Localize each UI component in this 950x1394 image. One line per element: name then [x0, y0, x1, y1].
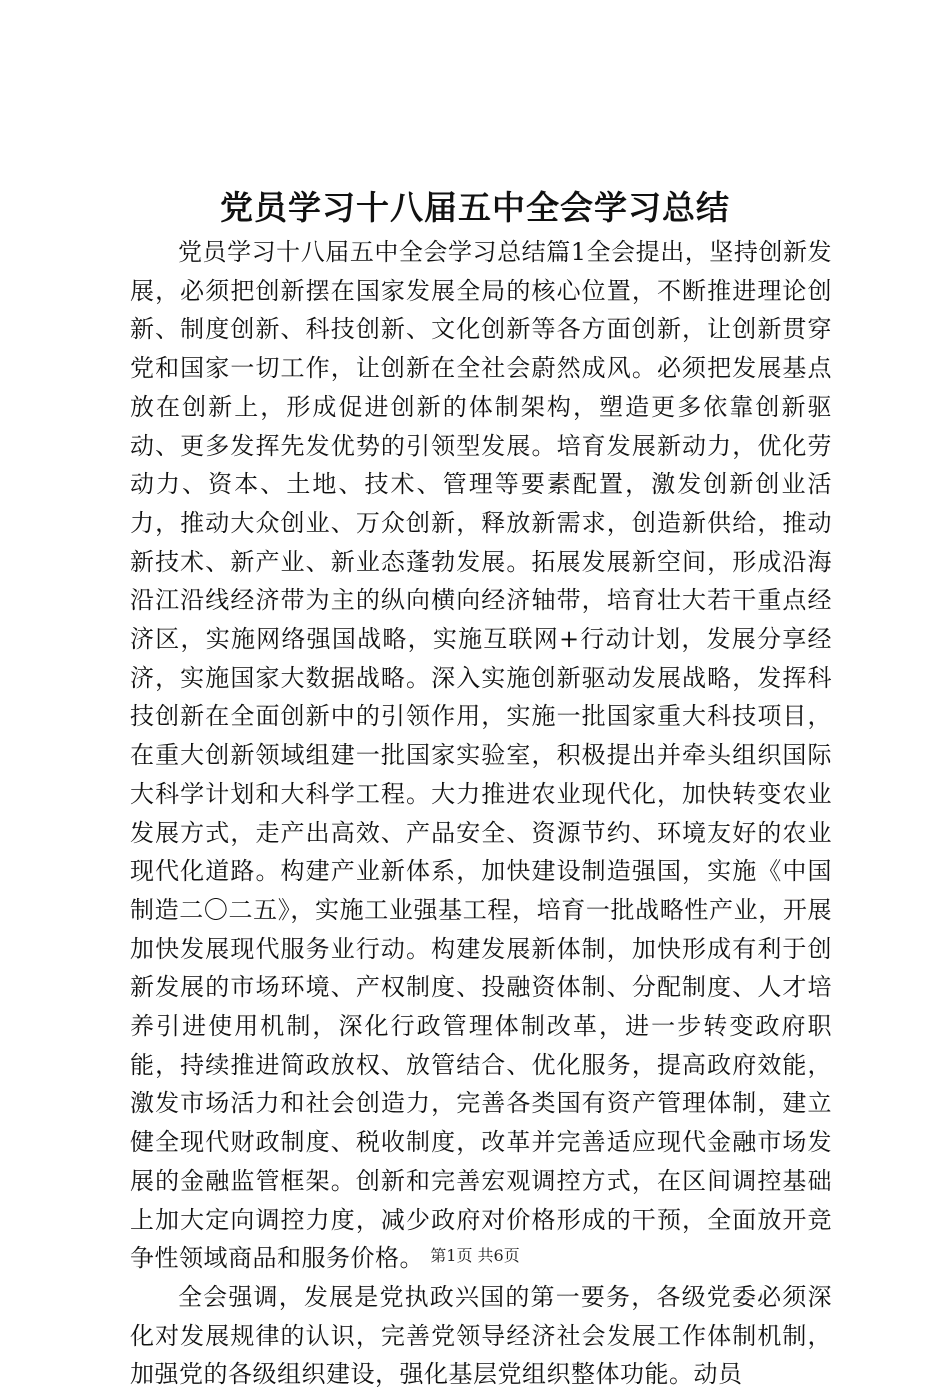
page-number-footer: 第1页 共6页 — [430, 1246, 520, 1265]
paragraph: 全会强调，发展是党执政兴国的第一要务，各级党委必须深化对发展规律的认识，完善党领导经济社会发展工作体制机制，加强党的各级组织建设，强化基层党组织整体功能。动员 — [130, 1282, 832, 1389]
paragraph: 党员学习十八届五中全会学习总结篇1全会提出，坚持创新发展，必须把创新摆在国家发展全局的核心位置，不断推进理论创新、制度创新、科技创新、文化创新等各方面创新，让创新贯穿党和国家一切工作，让创新在全社会蔚然成风。必须把发展基点放在创新上，形成促进创新的体制架构，塑造更多依靠创新驱动、更多发挥先发优势的引领型发展。培育发展新动力，优化劳动力、资本、土地、技术、管理等要素配置，激发创新创业活力，推动大众创业、万众创新，释放新需求，创造新供给，推动新技术、新产业、新业态蓬勃发展。拓展发展新空间，形成沿海沿江沿线经济带为主的纵向横向经济轴带，培育壮大若干重点经济区，实施网络强国战略，实施互联网+行动计划，发展分享经济，实施国家大数据战略。深入实施创新驱动发展战略，发挥科技创新在全面创新中的引领作用，实施一批国家重大科技项目，在重大创新领域组建一批国家实验室，积极提出并牵头组织国际大科学计划和大科学工程。大力推进农业现代化，加快转变农业发展方式，走产出高效、产品安全、资源节约、环境友好的农业现代化道路。构建产业新体系，加快建设制造强国，实施《中国制造二〇二五》，实施工业强基工程，培育一批战略性产业，开展加快发展现代服务业行动。构建发展新体制，加快形成有利于创新发展的市场环境、产权制度、投融资体制、分配制度、人才培养引进使用机制，深化行政管理体制改革，进一步转变政府职能，持续推进简政放权、放管结合、优化服务，提高政府效能，激发市场活力和社会创造力，完善各类国有资产管理体制，建立健全现代财政制度、税收制度，改革并完善适应现代金融市场发展的金融监管框架。创新和完善宏观调控方式，在区间调控基础上加大定向调控力度，减少政府对价格形成的干预，全面放开竞争性领域商品和服务价格。 — [130, 238, 832, 1273]
document-title: 党员学习十八届五中全会学习总结 — [220, 188, 730, 227]
document-body — [130, 233, 832, 1394]
